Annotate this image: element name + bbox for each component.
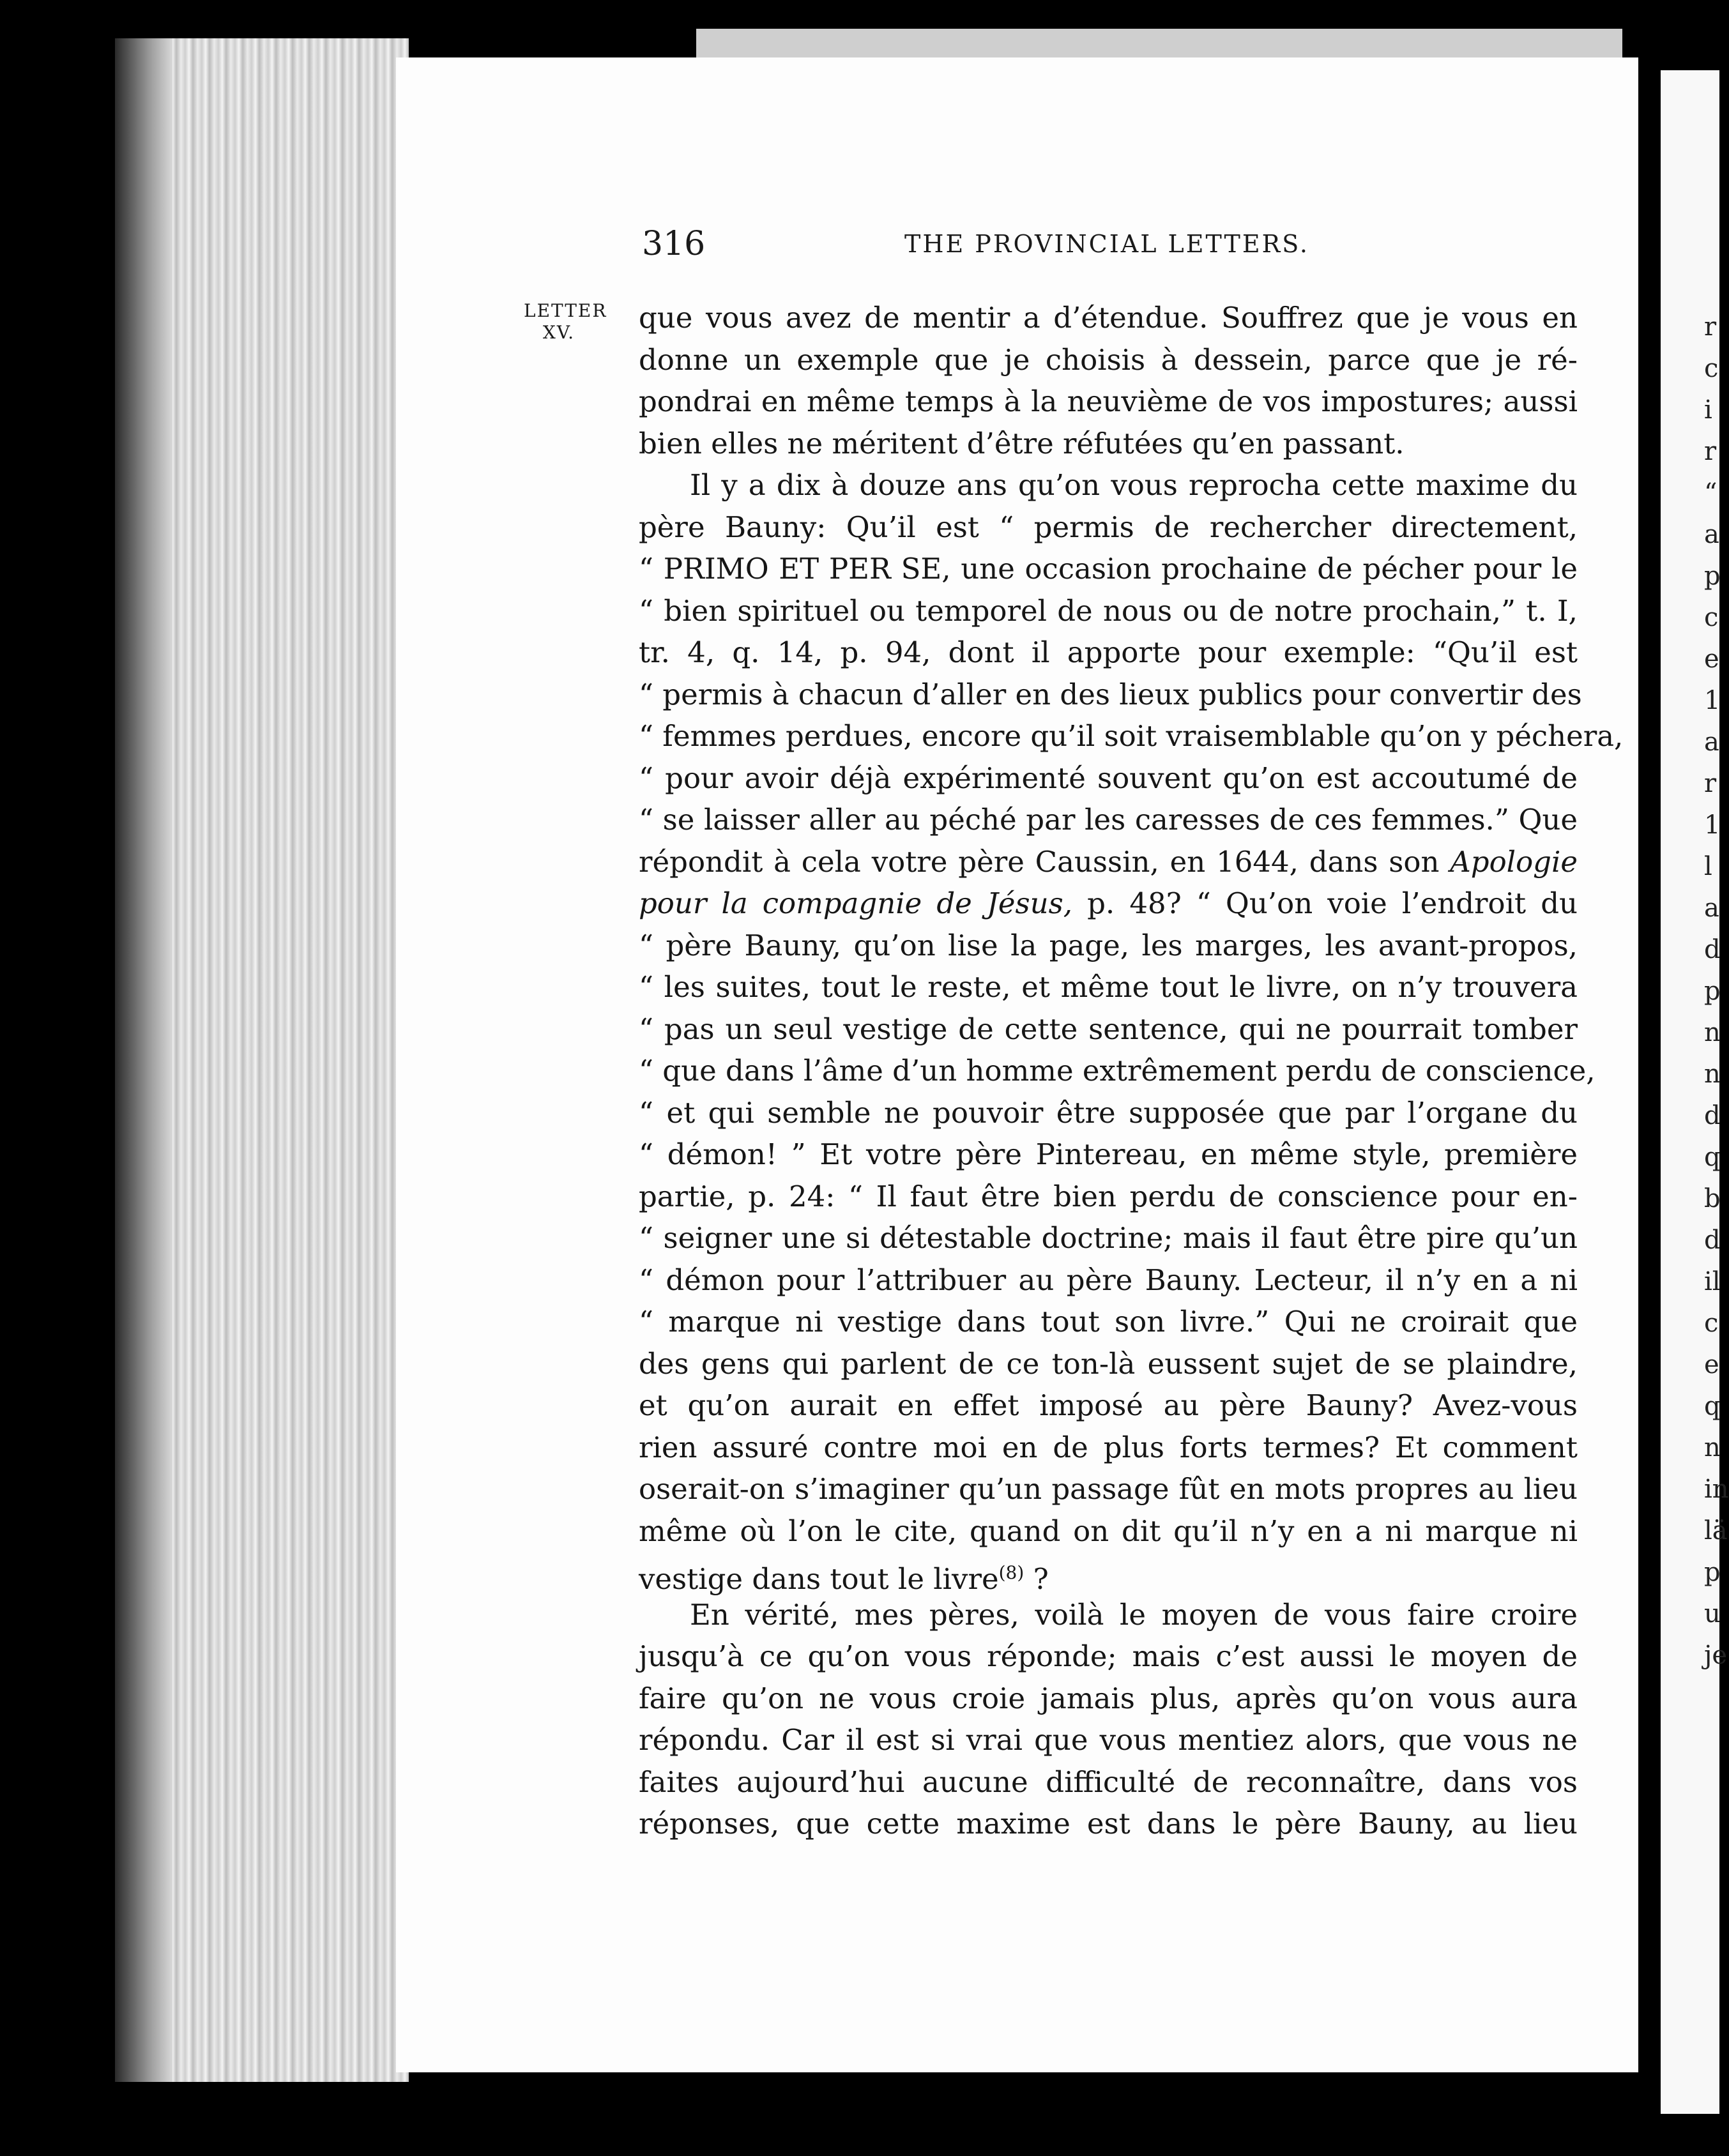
text-line: rien assuré contre moi en de plus forts termes? Et comment bbox=[639, 1430, 1578, 1464]
text-run: p. 48? “ Qu’on voie l’endroit du bbox=[1087, 886, 1578, 920]
text-line: “ père Bauny, qu’on lise la page, les marges, les avant-propos, bbox=[639, 928, 1578, 962]
text-run: ? bbox=[1033, 1562, 1049, 1596]
text-line: “ seigner une si détestable doctrine; mais il faut être pire qu’un bbox=[639, 1221, 1578, 1255]
text-line: tr. 4, q. 14, p. 94, dont il apporte pour exemple: “Qu’il est bbox=[639, 635, 1578, 669]
text-line: des gens qui parlent de ce ton-là eussent sujet de se plaindre, bbox=[639, 1346, 1578, 1381]
text-line: “ pas un seul vestige de cette sentence, qui ne pourrait tomber bbox=[639, 1012, 1578, 1046]
text-line bbox=[639, 1552, 1578, 1594]
running-title: THE PROVINCIAL LETTERS. bbox=[904, 230, 1309, 258]
text-line bbox=[639, 841, 1578, 883]
text-line bbox=[639, 883, 1578, 925]
body-text bbox=[639, 297, 1624, 1845]
text-line: réponses, que cette maxime est dans le père Bauny, au lieu bbox=[639, 1807, 1578, 1841]
text-line: “ femmes perdues, encore qu’il soit vraisemblable qu’on y péchera, bbox=[639, 719, 1624, 753]
italic-title: pour la compagnie de Jésus, bbox=[639, 886, 1073, 920]
text-line: faites aujourd’hui aucune difficulté de reconnaître, dans vos bbox=[639, 1765, 1578, 1799]
text-line: pondrai en même temps à la neuvième de vos impostures; aussi bbox=[639, 384, 1578, 418]
text-line: que vous avez de mentir a d’étendue. Souffrez que je vous en bbox=[639, 301, 1578, 335]
text-line: père Bauny: Qu’il est “ permis de rechercher directement, bbox=[639, 510, 1578, 544]
text-line: “ bien spirituel ou temporel de nous ou de notre prochain,” t. I, bbox=[639, 593, 1578, 628]
text-line: “ pour avoir déjà expérimenté souvent qu’on est accoutumé de bbox=[639, 761, 1578, 795]
text-line: “ PRIMO ET PER SE, une occasion prochaine de pécher pour le bbox=[639, 552, 1578, 586]
page-header bbox=[642, 225, 1309, 270]
text-line: et qu’on aurait en effet imposé au père Bauny? Avez-vous bbox=[639, 1388, 1578, 1422]
facing-page-text-fragments: r c i r “ a p c e 1 a r 1 l a d p n n d q b d il c e q n in lä p u je bbox=[1704, 312, 1729, 1670]
text-line: même où l’on le cite, quand on dit qu’il n’y en a ni marque ni bbox=[639, 1514, 1578, 1548]
text-line: Il y a dix à douze ans qu’on vous reprocha cette maxime du bbox=[690, 468, 1578, 502]
margin-note bbox=[524, 300, 607, 344]
text-line: bien elles ne méritent d’être réfutées qu’en passant. bbox=[639, 426, 1405, 460]
margin-note-line-1: LETTER bbox=[524, 300, 607, 321]
text-line: faire qu’on ne vous croie jamais plus, après qu’on vous aura bbox=[639, 1681, 1578, 1715]
binding-shadow bbox=[115, 38, 172, 2082]
text-line: “ marque ni vestige dans tout son livre.” Qui ne croirait que bbox=[639, 1305, 1578, 1339]
italic-title: Apologie bbox=[1450, 844, 1578, 879]
text-run: vestige dans tout le livre bbox=[639, 1562, 999, 1596]
text-line: répondu. Car il est si vrai que vous mentiez alors, que vous ne bbox=[639, 1723, 1578, 1757]
text-run: répondit à cela votre père Caussin, en 1644, dans son bbox=[639, 844, 1440, 879]
text-line: “ les suites, tout le reste, et même tout le livre, on n’y trouvera bbox=[639, 970, 1578, 1004]
text-line: donne un exemple que je choisis à dessein, parce que je ré- bbox=[639, 342, 1578, 377]
margin-note-line-2: XV. bbox=[542, 322, 575, 343]
text-line: En vérité, mes pères, voilà le moyen de vous faire croire bbox=[690, 1597, 1578, 1632]
text-line: oserait-on s’imaginer qu’un passage fût en mots propres au lieu bbox=[639, 1472, 1578, 1506]
text-line: “ démon pour l’attribuer au père Bauny. Lecteur, il n’y en a ni bbox=[639, 1263, 1578, 1297]
text-line: “ et qui semble ne pouvoir être supposée que par l’organe du bbox=[639, 1095, 1578, 1130]
text-line: “ démon! ” Et votre père Pintereau, en même style, première bbox=[639, 1137, 1578, 1171]
text-line: “ se laisser aller au péché par les caresses de ces femmes.” Que bbox=[639, 803, 1578, 837]
text-line: partie, p. 24: “ Il faut être bien perdu de conscience pour en- bbox=[639, 1179, 1578, 1213]
footnote-reference: (8) bbox=[998, 1562, 1024, 1583]
text-line: jusqu’à ce qu’on vous réponde; mais c’est aussi le moyen de bbox=[639, 1639, 1578, 1673]
page-top-edge bbox=[696, 29, 1622, 57]
text-line: “ permis à chacun d’aller en des lieux publics pour convertir des bbox=[639, 677, 1582, 711]
page-number: 316 bbox=[642, 225, 706, 263]
text-line: “ que dans l’âme d’un homme extrêmement perdu de conscience, bbox=[639, 1054, 1596, 1088]
